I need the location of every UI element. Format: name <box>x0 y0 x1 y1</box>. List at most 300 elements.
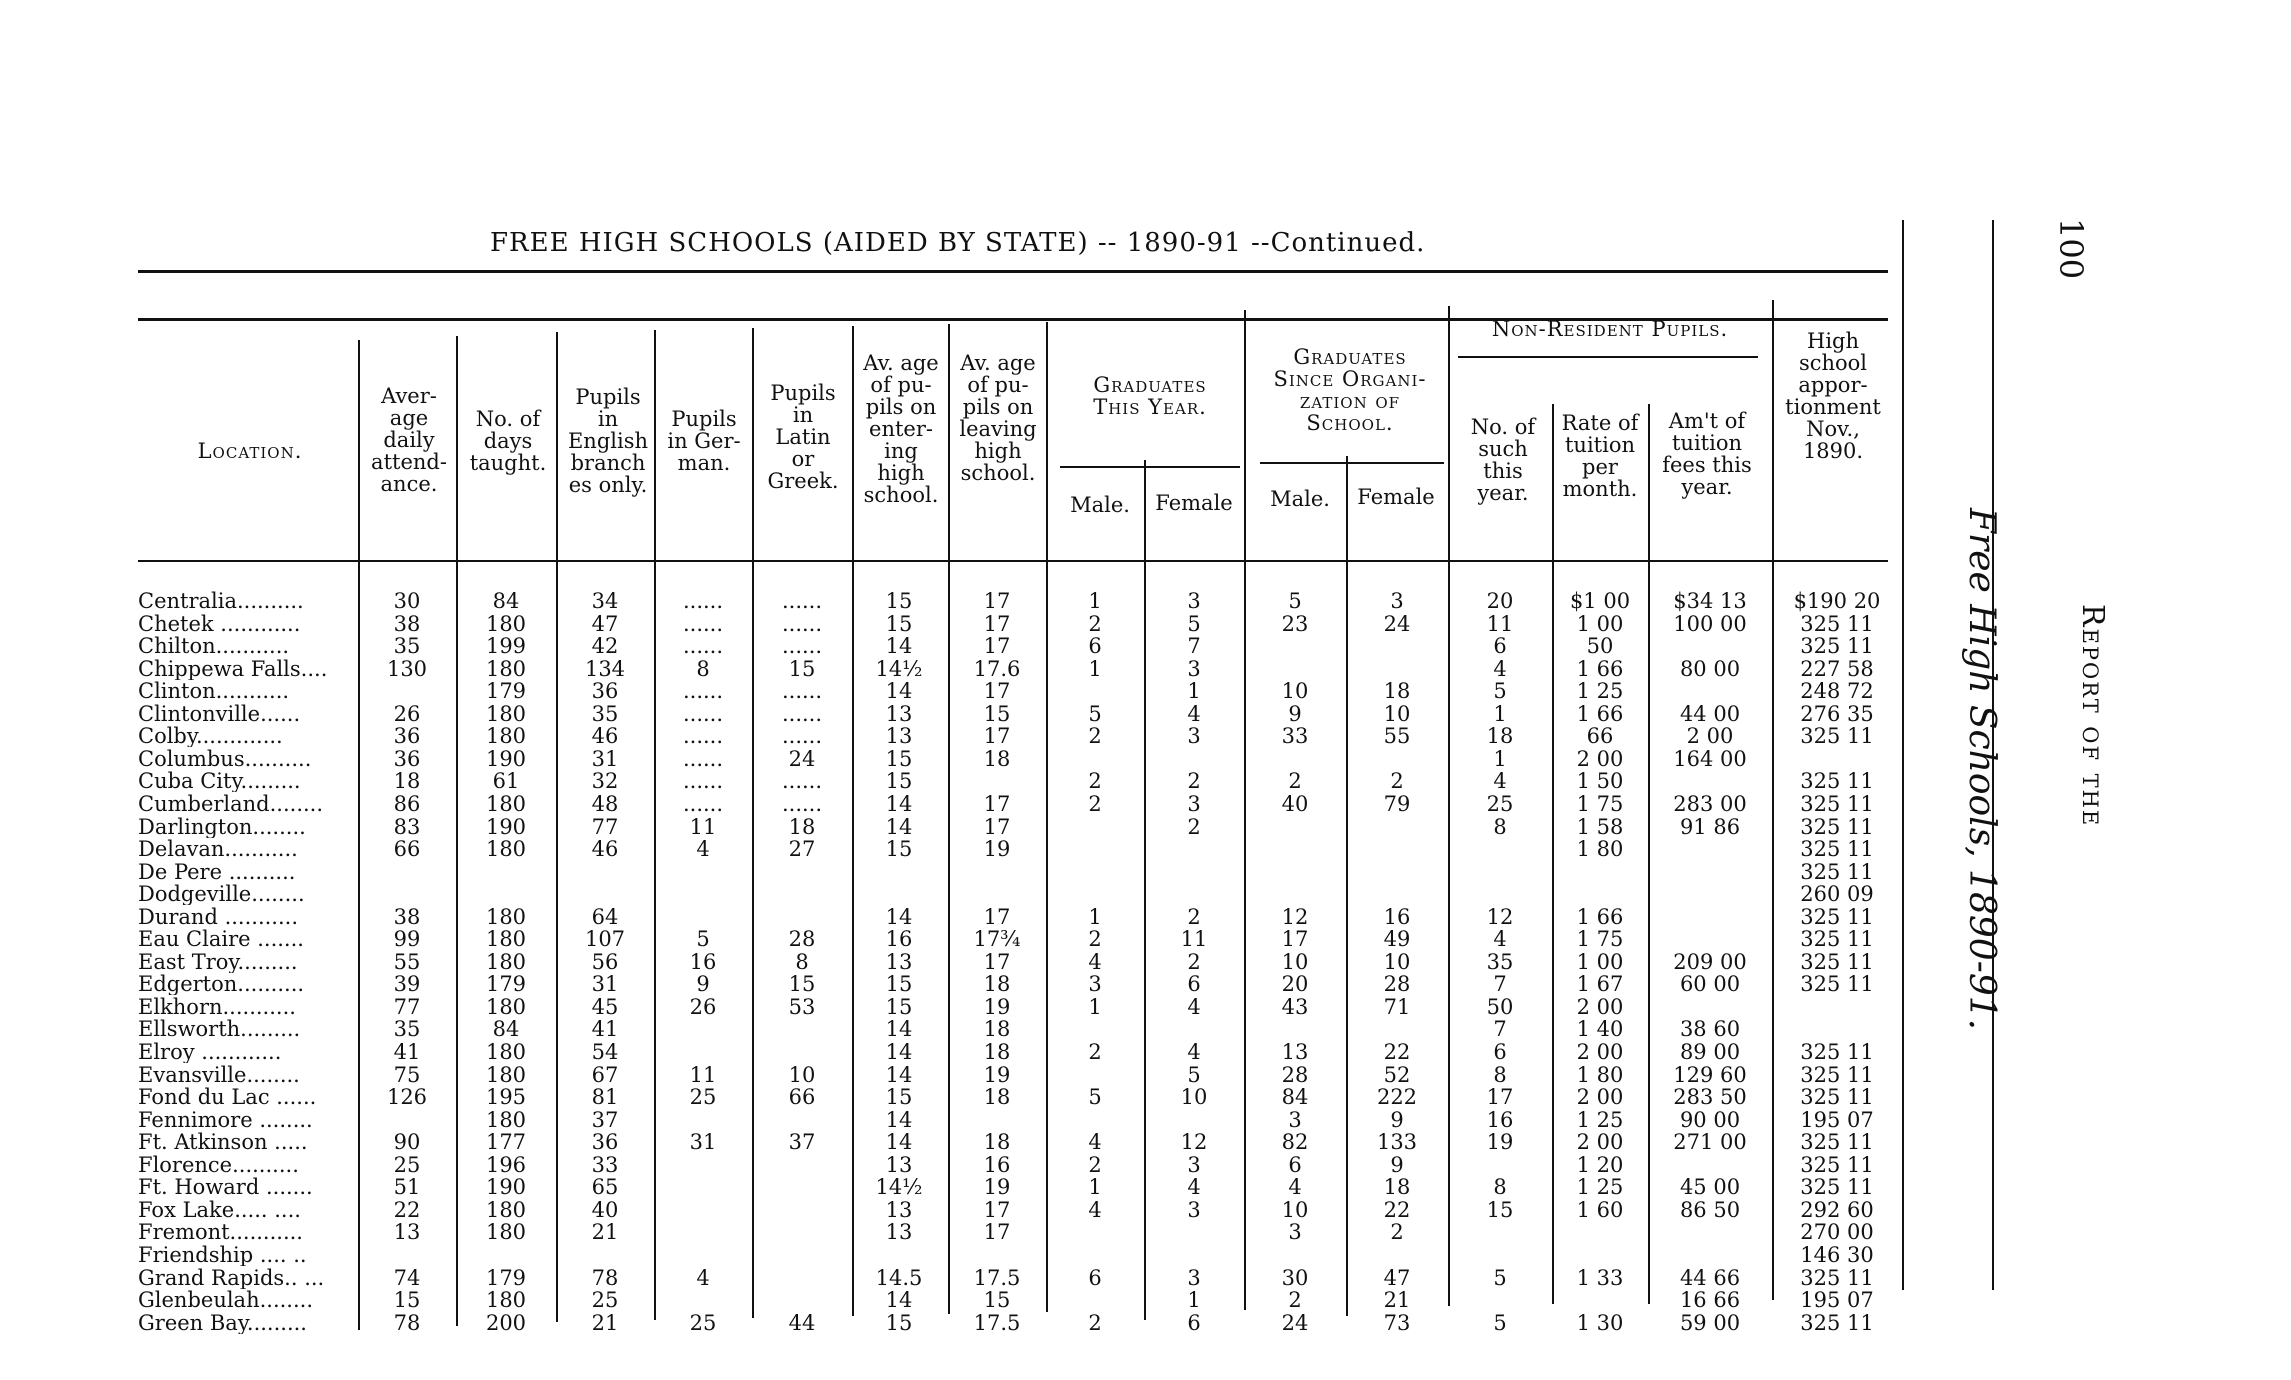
att-cell: 126 <box>386 1085 428 1110</box>
lea-cell: 17 <box>983 1197 1011 1222</box>
gf-cell: 1 <box>1187 1288 1201 1313</box>
amt-cell: 209 00 <box>1673 949 1747 974</box>
location-cell: Centralia.......... <box>138 590 304 612</box>
table-row <box>138 1221 1898 1244</box>
days-cell: 84 <box>492 1017 520 1042</box>
amt-cell: 38 60 <box>1679 1017 1741 1042</box>
days-cell: 179 <box>485 1265 527 1290</box>
ent-cell: 13 <box>885 1152 913 1177</box>
days-cell: 179 <box>485 679 527 704</box>
eng-cell: 31 <box>591 746 619 771</box>
gm-cell: 2 <box>1088 1040 1102 1064</box>
sm-cell: 13 <box>1281 1040 1309 1064</box>
nrn-cell: 17 <box>1486 1085 1514 1110</box>
nrn-cell: 19 <box>1486 1130 1514 1155</box>
rate-cell: 1 33 <box>1576 1265 1624 1290</box>
nrn-cell: 1 <box>1493 701 1507 726</box>
lea-cell: 17¾ <box>973 927 1021 952</box>
att-cell: 130 <box>386 656 428 681</box>
eng-cell: 41 <box>591 1017 619 1042</box>
nrn-cell: 8 <box>1493 1062 1507 1087</box>
location-cell: Dodgeville........ <box>138 883 305 906</box>
gf-cell: 4 <box>1187 701 1201 726</box>
gf-cell: 3 <box>1187 1197 1201 1222</box>
lea-cell: 18 <box>983 1017 1011 1042</box>
amt-cell: 283 00 <box>1673 791 1747 816</box>
att-cell: 25 <box>393 1152 421 1177</box>
eng-cell: 107 <box>584 927 626 952</box>
nrn-cell: 8 <box>1493 814 1507 839</box>
lea-cell: 18 <box>983 1130 1011 1155</box>
eng-cell: 47 <box>591 611 619 636</box>
ger-cell: 25 <box>689 1085 717 1110</box>
header-grad-since-male: Male. <box>1270 487 1330 511</box>
rate-cell: 1 67 <box>1576 972 1624 997</box>
sf-cell: 55 <box>1383 724 1411 749</box>
days-cell: 195 <box>485 1085 527 1110</box>
ger-cell: ...... <box>682 791 724 816</box>
eng-cell: 32 <box>591 769 619 794</box>
sm-cell: 17 <box>1281 927 1309 952</box>
eng-cell: 45 <box>591 994 619 1019</box>
rate-cell: 1 80 <box>1576 837 1624 862</box>
gf-cell: 3 <box>1187 656 1201 681</box>
app-cell: 146 30 <box>1800 1242 1874 1267</box>
sm-cell: 10 <box>1281 949 1309 974</box>
sm-cell: 2 <box>1288 769 1302 794</box>
sf-cell: 9 <box>1390 1152 1404 1177</box>
header-pupils-english: Pupils in English branch es only. <box>567 385 649 497</box>
gm-cell: 2 <box>1088 927 1102 952</box>
sf-cell: 47 <box>1383 1265 1411 1290</box>
att-cell: 75 <box>393 1062 421 1087</box>
location-cell: Clinton........... <box>138 680 290 703</box>
ent-cell: 15 <box>885 589 913 613</box>
days-cell: 180 <box>485 1040 527 1064</box>
nrn-cell: 15 <box>1486 1197 1514 1222</box>
ger-cell: ...... <box>682 634 724 659</box>
table-row <box>138 951 1898 974</box>
lea-cell: 17 <box>983 904 1011 929</box>
sm-cell: 24 <box>1281 1310 1309 1335</box>
lea-cell: 17 <box>983 679 1011 704</box>
att-cell: 38 <box>393 904 421 929</box>
days-cell: 180 <box>485 904 527 929</box>
lat-cell: 15 <box>788 972 816 997</box>
app-cell: 325 11 <box>1800 1265 1874 1290</box>
table-row <box>138 658 1898 681</box>
eng-cell: 78 <box>591 1265 619 1290</box>
ent-cell: 15 <box>885 746 913 771</box>
sm-cell: 33 <box>1281 724 1309 749</box>
gf-cell: 5 <box>1187 611 1201 636</box>
header-location-text: Location. <box>197 439 303 463</box>
sf-cell: 18 <box>1383 1175 1411 1200</box>
lea-cell: 19 <box>983 837 1011 862</box>
rate-cell: 1 50 <box>1576 769 1624 794</box>
eng-cell: 77 <box>591 814 619 839</box>
ent-cell: 14 <box>885 1288 913 1313</box>
header-days-taught: No. of days taught. <box>469 407 547 475</box>
eng-cell: 33 <box>591 1152 619 1177</box>
lea-cell: 17.5 <box>973 1310 1021 1335</box>
lat-cell: 24 <box>788 746 816 771</box>
table-row <box>138 1312 1898 1335</box>
app-cell: 325 11 <box>1800 1130 1874 1155</box>
nrn-cell: 35 <box>1486 949 1514 974</box>
ent-cell: 15 <box>885 769 913 794</box>
sm-cell: 4 <box>1288 1175 1302 1200</box>
table-row <box>138 816 1898 839</box>
att-cell: 39 <box>393 972 421 997</box>
table-row <box>138 1086 1898 1109</box>
table-row <box>138 1109 1898 1132</box>
ent-cell: 13 <box>885 724 913 749</box>
header-graduates-year: Graduates This Year. <box>1093 373 1207 419</box>
header-pupils-latin: Pupils in Latin or Greek. <box>767 381 839 493</box>
location-cell: Chilton........... <box>138 635 290 658</box>
sm-cell: 20 <box>1281 972 1309 997</box>
days-cell: 61 <box>492 769 520 794</box>
eng-cell: 25 <box>591 1288 619 1313</box>
lea-cell: 19 <box>983 994 1011 1019</box>
days-cell: 190 <box>485 746 527 771</box>
grad-since-rule <box>1260 462 1444 464</box>
gm-cell: 1 <box>1088 589 1102 613</box>
nrn-cell: 25 <box>1486 791 1514 816</box>
amt-cell: 91 86 <box>1679 814 1741 839</box>
nrn-cell: 6 <box>1493 634 1507 659</box>
rate-cell: 1 58 <box>1576 814 1624 839</box>
header-grad-year-female: Female <box>1155 491 1233 515</box>
ent-cell: 14½ <box>875 656 923 681</box>
att-cell: 36 <box>393 746 421 771</box>
table-row <box>138 748 1898 771</box>
gf-cell: 10 <box>1180 1085 1208 1110</box>
gm-cell: 2 <box>1088 724 1102 749</box>
days-cell: 180 <box>485 949 527 974</box>
sm-cell: 40 <box>1281 791 1309 816</box>
sf-cell: 10 <box>1383 949 1411 974</box>
days-cell: 180 <box>485 1288 527 1313</box>
att-cell: 78 <box>393 1310 421 1335</box>
gf-cell: 3 <box>1187 724 1201 749</box>
lea-cell: 17.5 <box>973 1265 1021 1290</box>
att-cell: 51 <box>393 1175 421 1200</box>
ent-cell: 14 <box>885 1107 913 1132</box>
days-cell: 196 <box>485 1152 527 1177</box>
att-cell: 22 <box>393 1197 421 1222</box>
gf-cell: 6 <box>1187 972 1201 997</box>
location-cell: Fremont........... <box>138 1221 303 1244</box>
location-cell: De Pere .......... <box>138 860 296 883</box>
gm-cell: 3 <box>1088 972 1102 997</box>
days-cell: 180 <box>485 1062 527 1087</box>
gf-cell: 7 <box>1187 634 1201 659</box>
nrn-cell: 5 <box>1493 1310 1507 1335</box>
table-row <box>138 1176 1898 1199</box>
days-cell: 180 <box>485 1107 527 1132</box>
eng-cell: 37 <box>591 1107 619 1132</box>
days-cell: 179 <box>485 972 527 997</box>
nrn-cell: 50 <box>1486 994 1514 1019</box>
nrn-cell: 8 <box>1493 1175 1507 1200</box>
location-cell: Columbus.......... <box>138 747 312 770</box>
location-cell: Eau Claire ....... <box>138 928 304 951</box>
ger-cell: 16 <box>689 949 717 974</box>
rate-cell: 2 00 <box>1576 994 1624 1019</box>
sf-cell: 24 <box>1383 611 1411 636</box>
gf-cell: 3 <box>1187 791 1201 816</box>
days-cell: 180 <box>485 1220 527 1245</box>
app-cell: 325 11 <box>1800 791 1874 816</box>
ent-cell: 16 <box>885 927 913 952</box>
rate-cell: 1 75 <box>1576 791 1624 816</box>
gf-cell: 3 <box>1187 1265 1201 1290</box>
app-cell: 325 11 <box>1800 1062 1874 1087</box>
gm-cell: 1 <box>1088 994 1102 1019</box>
amt-cell: 45 00 <box>1679 1175 1741 1200</box>
lat-cell: 28 <box>788 927 816 952</box>
app-cell: 325 11 <box>1800 859 1874 884</box>
att-cell: 55 <box>393 949 421 974</box>
location-cell: Ellsworth......... <box>138 1018 301 1041</box>
sf-cell: 133 <box>1376 1130 1418 1155</box>
amt-cell: 59 00 <box>1679 1310 1741 1335</box>
app-cell: 260 09 <box>1800 882 1874 907</box>
app-cell: 325 11 <box>1800 1310 1874 1335</box>
nrn-cell: 11 <box>1486 611 1514 636</box>
lea-cell: 18 <box>983 1040 1011 1064</box>
ger-cell: 11 <box>689 814 717 839</box>
nrn-cell: 5 <box>1493 1265 1507 1290</box>
gm-cell: 1 <box>1088 904 1102 929</box>
page-number: 100 <box>2052 218 2090 280</box>
gf-cell: 2 <box>1187 904 1201 929</box>
lat-cell: 18 <box>788 814 816 839</box>
table-row <box>138 1064 1898 1087</box>
nrn-cell: 18 <box>1486 724 1514 749</box>
sm-cell: 9 <box>1288 701 1302 726</box>
table-title: FREE HIGH SCHOOLS (AIDED BY STATE) -- 1890-91 --Continued. <box>490 228 1426 258</box>
ent-cell: 15 <box>885 611 913 636</box>
rate-cell: 1 00 <box>1576 611 1624 636</box>
location-cell: Cumberland........ <box>138 792 324 815</box>
amt-cell: 164 00 <box>1673 746 1747 771</box>
att-cell: 90 <box>393 1130 421 1155</box>
rate-cell: 1 25 <box>1576 679 1624 704</box>
lat-cell: 8 <box>795 949 809 974</box>
rate-cell: 1 60 <box>1576 1197 1624 1222</box>
gm-cell: 2 <box>1088 791 1102 816</box>
ger-cell: ...... <box>682 679 724 704</box>
table-row <box>138 883 1898 906</box>
header-bottom-rule <box>138 560 1888 562</box>
table-row <box>138 1131 1898 1154</box>
lat-cell: 53 <box>788 994 816 1019</box>
amt-cell: 86 50 <box>1679 1197 1741 1222</box>
ent-cell: 14 <box>885 814 913 839</box>
rate-cell: 2 00 <box>1576 746 1624 771</box>
sm-cell: 10 <box>1281 679 1309 704</box>
app-cell: 325 11 <box>1800 927 1874 952</box>
gm-cell: 1 <box>1088 1175 1102 1200</box>
rate-cell: 1 00 <box>1576 949 1624 974</box>
eng-cell: 67 <box>591 1062 619 1087</box>
eng-cell: 64 <box>591 904 619 929</box>
nonresident-rule <box>1458 356 1758 358</box>
header-nonresident: Non-Resident Pupils. <box>1491 317 1729 341</box>
att-cell: 66 <box>393 837 421 862</box>
app-cell: 325 11 <box>1800 837 1874 862</box>
sf-cell: 9 <box>1390 1107 1404 1132</box>
eng-cell: 46 <box>591 724 619 749</box>
sm-cell: 2 <box>1288 1288 1302 1313</box>
amt-cell: 129 60 <box>1673 1062 1747 1087</box>
col-rule <box>1902 220 1904 1290</box>
app-cell: 325 11 <box>1800 904 1874 929</box>
location-cell: Florence.......... <box>138 1153 299 1176</box>
amt-cell: 60 00 <box>1679 972 1741 997</box>
lat-cell: ...... <box>781 611 823 636</box>
app-cell: 325 11 <box>1800 724 1874 749</box>
sf-cell: 22 <box>1383 1040 1411 1064</box>
sf-cell: 10 <box>1383 701 1411 726</box>
gm-cell: 6 <box>1088 1265 1102 1290</box>
running-header: Report of the <box>2075 604 2110 828</box>
location-cell: Edgerton.......... <box>138 973 305 996</box>
table-row <box>138 861 1898 884</box>
rate-cell: 50 <box>1586 634 1614 659</box>
lea-cell: 16 <box>983 1152 1011 1177</box>
app-cell: $190 20 <box>1793 589 1881 613</box>
header-nr-rate: Rate of tuition per month. <box>1561 411 1639 501</box>
amt-cell: 16 66 <box>1679 1288 1741 1313</box>
table-row <box>138 928 1898 951</box>
gm-cell: 4 <box>1088 949 1102 974</box>
ent-cell: 14 <box>885 679 913 704</box>
nrn-cell: 12 <box>1486 904 1514 929</box>
location-cell: Cuba City......... <box>138 770 301 793</box>
rate-cell: 2 00 <box>1576 1040 1624 1064</box>
lea-cell: 18 <box>983 746 1011 771</box>
att-cell: 38 <box>393 611 421 636</box>
app-cell: 325 11 <box>1800 972 1874 997</box>
location-cell: Chetek ............ <box>138 612 301 635</box>
header-pupils-german: Pupils in Ger- man. <box>667 407 741 475</box>
lat-cell: ...... <box>781 724 823 749</box>
eng-cell: 46 <box>591 837 619 862</box>
days-cell: 84 <box>492 589 520 613</box>
gm-cell: 2 <box>1088 1152 1102 1177</box>
ger-cell: ...... <box>682 769 724 794</box>
table-row <box>138 973 1898 996</box>
lea-cell: 17.6 <box>973 656 1021 681</box>
amt-cell: 44 66 <box>1679 1265 1741 1290</box>
days-cell: 180 <box>485 1197 527 1222</box>
att-cell: 35 <box>393 1017 421 1042</box>
app-cell: 325 11 <box>1800 769 1874 794</box>
ent-cell: 14 <box>885 1017 913 1042</box>
sf-cell: 21 <box>1383 1288 1411 1313</box>
app-cell: 325 11 <box>1800 814 1874 839</box>
ent-cell: 14 <box>885 791 913 816</box>
amt-cell: 271 00 <box>1673 1130 1747 1155</box>
app-cell: 325 11 <box>1800 634 1874 659</box>
ger-cell: 8 <box>696 656 710 681</box>
ent-cell: 14.5 <box>875 1265 923 1290</box>
rate-cell: 1 75 <box>1576 927 1624 952</box>
sm-cell: 30 <box>1281 1265 1309 1290</box>
location-cell: Fennimore ........ <box>138 1108 313 1131</box>
header-age-leaving: Av. age of pu- pils on leaving high school. <box>959 351 1037 485</box>
location-cell: Ft. Atkinson ..... <box>138 1131 308 1154</box>
eng-cell: 134 <box>584 656 626 681</box>
eng-cell: 81 <box>591 1085 619 1110</box>
ger-cell: ...... <box>682 589 724 613</box>
sm-cell: 28 <box>1281 1062 1309 1087</box>
location-cell: Green Bay......... <box>138 1311 307 1334</box>
location-cell: Fond du Lac ...... <box>138 1086 317 1109</box>
lea-cell: 17 <box>983 814 1011 839</box>
header-nr-amount: Am't of tuition fees this year. <box>1662 409 1752 499</box>
sm-cell: 43 <box>1281 994 1309 1019</box>
gf-cell: 3 <box>1187 1152 1201 1177</box>
table-row <box>138 680 1898 703</box>
lea-cell: 19 <box>983 1062 1011 1087</box>
lat-cell: ...... <box>781 769 823 794</box>
days-cell: 180 <box>485 724 527 749</box>
nrn-cell: 1 <box>1493 746 1507 771</box>
rate-cell: 1 66 <box>1576 656 1624 681</box>
amt-cell: 90 00 <box>1679 1107 1741 1132</box>
rate-cell: 66 <box>1586 724 1614 749</box>
nrn-cell: 7 <box>1493 1017 1507 1042</box>
header-age-entering: Av. age of pu- pils on enter- ing high school. <box>863 351 939 507</box>
sm-cell: 23 <box>1281 611 1309 636</box>
lat-cell: 66 <box>788 1085 816 1110</box>
ent-cell: 14 <box>885 1130 913 1155</box>
ent-cell: 15 <box>885 972 913 997</box>
eng-cell: 65 <box>591 1175 619 1200</box>
sm-cell: 82 <box>1281 1130 1309 1155</box>
ger-cell: 4 <box>696 1265 710 1290</box>
nrn-cell: 4 <box>1493 656 1507 681</box>
amt-cell: 44 00 <box>1679 701 1741 726</box>
header-avg-attendance: Aver- age daily attend- ance. <box>371 384 447 496</box>
location-cell: Grand Rapids.. ... <box>138 1266 325 1289</box>
rate-cell: 1 40 <box>1576 1017 1624 1042</box>
table-row <box>138 770 1898 793</box>
app-cell: 325 11 <box>1800 1040 1874 1064</box>
lea-cell: 17 <box>983 634 1011 659</box>
days-cell: 190 <box>485 1175 527 1200</box>
app-cell: 325 11 <box>1800 1175 1874 1200</box>
table-row <box>138 996 1898 1019</box>
app-cell: 325 11 <box>1800 1152 1874 1177</box>
att-cell: 41 <box>393 1040 421 1064</box>
nrn-cell: 4 <box>1493 769 1507 794</box>
app-cell: 195 07 <box>1800 1288 1874 1313</box>
app-cell: 325 11 <box>1800 1085 1874 1110</box>
table-row <box>138 906 1898 929</box>
gf-cell: 6 <box>1187 1310 1201 1335</box>
eng-cell: 35 <box>591 701 619 726</box>
header-graduates-since: Graduates Since Organi- zation of School. <box>1273 345 1427 435</box>
eng-cell: 31 <box>591 972 619 997</box>
ent-cell: 15 <box>885 837 913 862</box>
amt-cell: 80 00 <box>1679 656 1741 681</box>
